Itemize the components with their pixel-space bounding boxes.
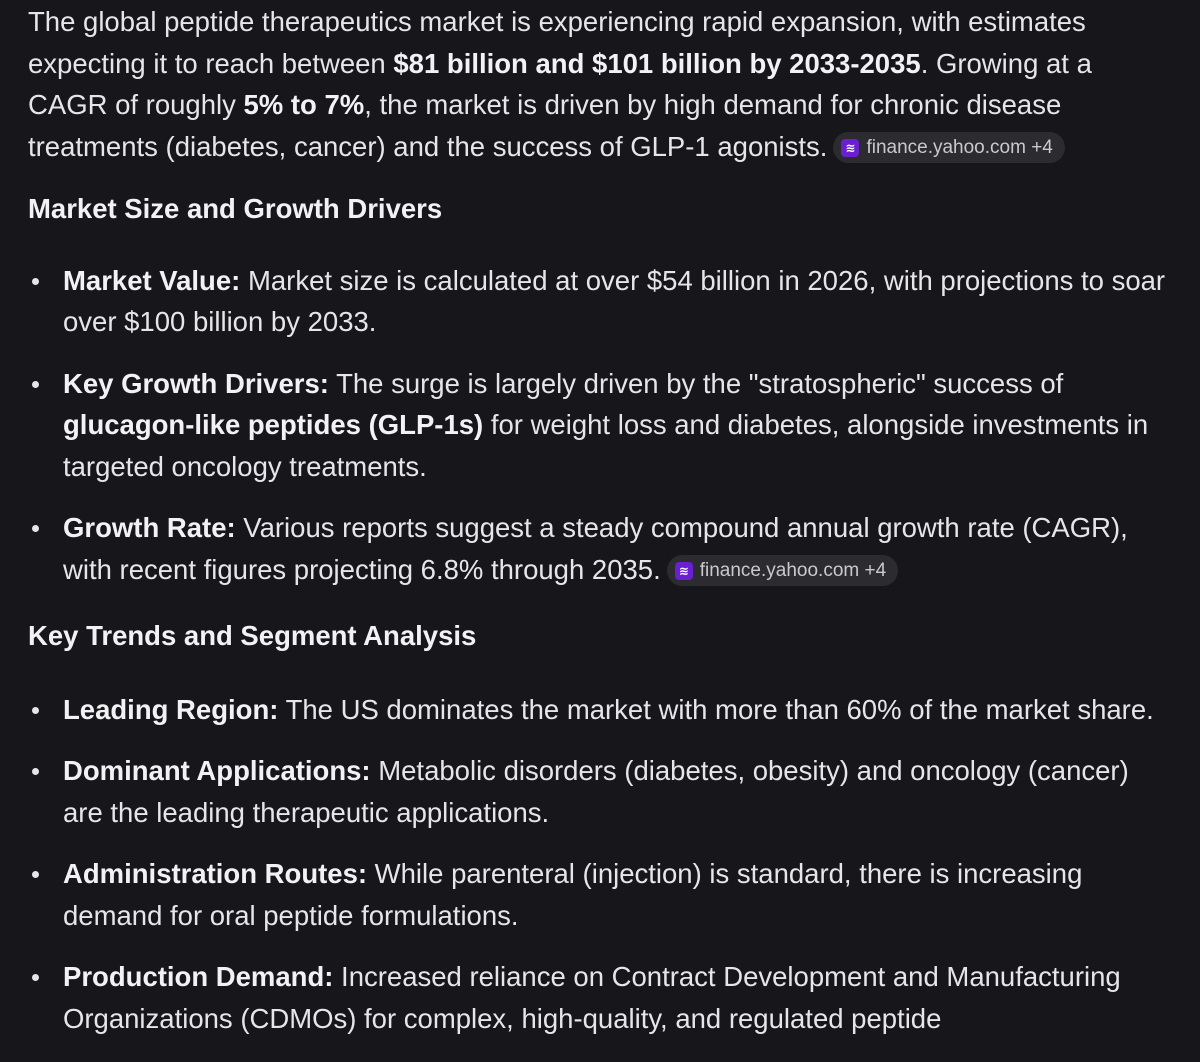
- bullet-icon: [32, 381, 39, 388]
- list-item: [28, 750, 1176, 833]
- item-title: Dominant Applications:: [63, 755, 371, 786]
- intro-bold-cagr: 5% to 7%: [243, 89, 365, 120]
- intro-paragraph: [28, 0, 1176, 167]
- intro-text-1: The global peptide therapeutics market is experiencing rapid expansion, with estimates expecting it to reach between: [28, 6, 1086, 79]
- item-text: The surge is largely driven by the "stratospheric" success of: [328, 367, 1064, 399]
- citation-label: finance.yahoo.com +4: [866, 137, 1053, 158]
- list-item: [28, 260, 1176, 343]
- intro-text-2: . Growing at a CAGR of roughly: [28, 47, 1092, 120]
- yahoo-favicon-icon: ≋: [841, 139, 859, 157]
- intro-bold-market-range: $81 billion and $101 billion by 2033-2035: [393, 47, 921, 79]
- item-text: Various reports suggest a steady compound annual growth rate (CAGR), with recent figures projecting 6.8% through 2035.: [63, 512, 1128, 585]
- item-title: Key Growth Drivers:: [63, 367, 329, 399]
- item-title: Market Value:: [63, 264, 241, 296]
- item-text: for weight loss and diabetes, alongside investments in targeted oncology treatments.: [63, 409, 1149, 482]
- list-item: [28, 689, 1176, 731]
- list-item: [28, 363, 1176, 488]
- list-item: [28, 853, 1176, 936]
- item-title: Growth Rate:: [63, 512, 236, 543]
- intro-text-3: , the market is driven by high demand for chronic disease treatments (diabetes, cancer) and the success of GLP-1 agonists.: [28, 89, 1062, 162]
- list-item: [28, 956, 1176, 1039]
- item-title: Production Demand:: [63, 961, 334, 992]
- bullet-icon: [32, 525, 39, 532]
- citation-chip[interactable]: [833, 132, 1064, 163]
- bullet-icon: [32, 974, 39, 981]
- item-title: Leading Region:: [63, 693, 279, 725]
- citation-label: finance.yahoo.com +4: [699, 560, 887, 581]
- bullet-icon: [32, 871, 39, 878]
- item-text: Increased reliance on Contract Development and Manufacturing Organizations (CDMOs) for complex, high-quality, and regulated peptide: [63, 961, 1121, 1034]
- bullet-icon: [32, 707, 39, 714]
- item-text: The US dominates the market with more than 60% of the market share.: [278, 693, 1154, 725]
- key-trends-list: [28, 689, 1176, 1040]
- market-size-list: [28, 260, 1176, 591]
- bullet-icon: [32, 278, 39, 285]
- section-heading-market-size: Market Size and Growth Drivers: [28, 193, 443, 224]
- item-title: Administration Routes:: [63, 858, 368, 889]
- bullet-icon: [32, 768, 39, 775]
- item-bold-text: glucagon-like peptides (GLP-1s): [63, 409, 484, 440]
- yahoo-favicon-icon: ≋: [675, 562, 693, 580]
- item-text: While parenteral (injection) is standard, there is increasing demand for oral peptide formulations.: [63, 858, 1083, 931]
- list-item: [28, 507, 1176, 590]
- citation-chip[interactable]: [667, 555, 898, 586]
- section-heading-key-trends: Key Trends and Segment Analysis: [28, 620, 477, 651]
- item-text: Metabolic disorders (diabetes, obesity) and oncology (cancer) are the leading therapeutic applications.: [63, 755, 1129, 828]
- item-text: Market size is calculated at over $54 billion in 2026, with projections to soar over $100 billion by 2033.: [63, 264, 1166, 337]
